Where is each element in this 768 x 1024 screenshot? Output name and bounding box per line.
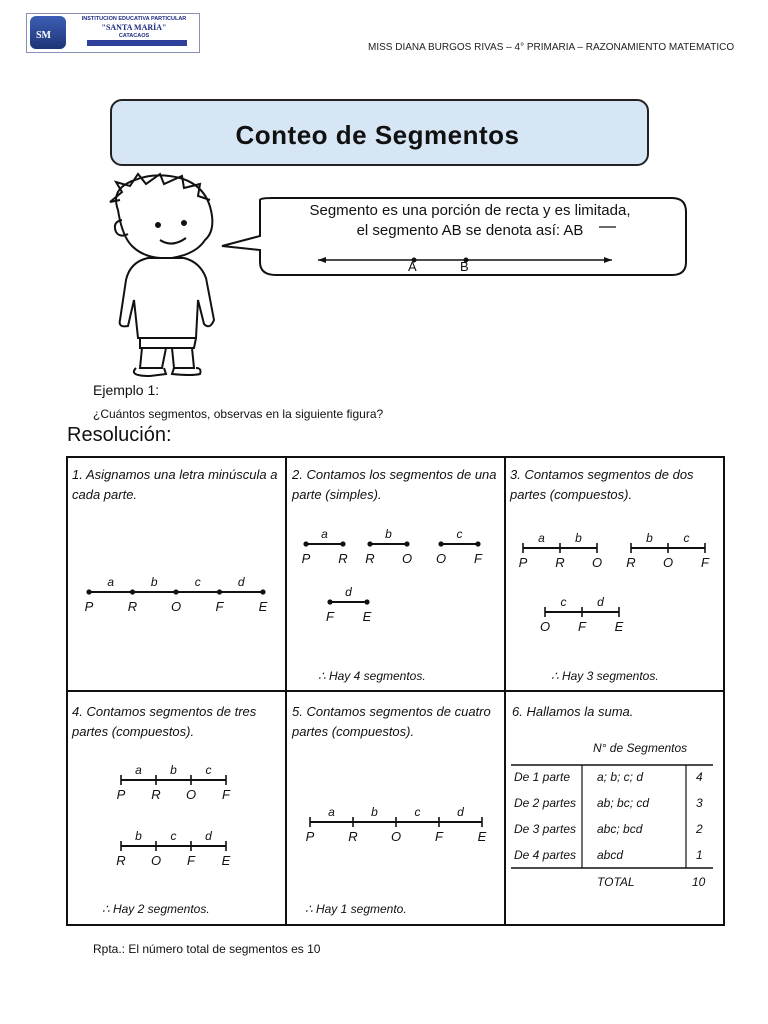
step-3-result: ∴ Hay 3 segmentos. — [551, 669, 659, 683]
total-value: 10 — [692, 875, 706, 889]
step-2-text: 2. Contamos los segmentos de una parte (simples). — [292, 467, 497, 502]
summary-segments: abcd — [597, 848, 624, 862]
point-label: P — [116, 787, 126, 802]
point-label: R — [116, 853, 126, 868]
part-label: a — [538, 531, 545, 545]
resolution-heading: Resolución: — [67, 424, 172, 446]
total-label: TOTAL — [597, 875, 635, 889]
part-label: b — [371, 805, 378, 819]
point-label: E — [258, 599, 268, 614]
part-label: c — [414, 805, 421, 819]
point-label: P — [84, 599, 94, 614]
point-label: R — [626, 555, 636, 570]
point-label: R — [338, 551, 348, 566]
summary-label: De 2 partes — [514, 796, 577, 810]
summary-header: N° de Segmentos — [593, 741, 688, 755]
point-label: E — [614, 619, 624, 634]
part-label: c — [456, 527, 463, 541]
summary-segments: abc; bcd — [597, 822, 643, 836]
summary-segments: a; b; c; d — [597, 770, 644, 784]
part-label: c — [683, 531, 690, 545]
example-title: Ejemplo 1: — [93, 382, 160, 398]
part-label: a — [321, 527, 328, 541]
point-label: F — [222, 787, 230, 802]
part-label: b — [575, 531, 582, 545]
step-5-text: 5. Contamos segmentos de cuatro partes (compuestos). — [292, 704, 491, 739]
part-label: b — [646, 531, 653, 545]
bubble-notation-line: el segmento AB se denota así: AB — [356, 222, 584, 239]
summary-count: 1 — [696, 848, 703, 862]
point-label: O — [662, 555, 674, 570]
logo-location: CATACAOS — [118, 33, 150, 39]
point-a-label: A — [408, 259, 417, 274]
point-label: O — [591, 555, 603, 570]
point-label: O — [170, 599, 182, 614]
point-label: R — [555, 555, 565, 570]
step-6-text: 6. Hallamos la suma. — [512, 704, 634, 719]
part-label: b — [150, 575, 158, 589]
point-label: O — [401, 551, 413, 566]
step-1-text: 1. Asignamos una letra minúscula a cada parte. — [72, 467, 278, 502]
point-label: E — [362, 609, 372, 624]
part-label: d — [205, 829, 212, 843]
point-label: F — [326, 609, 334, 624]
summary-count: 2 — [696, 822, 703, 836]
summary-label: De 3 partes — [514, 822, 577, 836]
point-b-label: B — [460, 259, 469, 274]
part-label: d — [237, 575, 245, 589]
point-label: E — [477, 829, 487, 844]
summary-count: 4 — [696, 770, 703, 784]
summary-label: De 4 partes — [514, 848, 577, 862]
part-label: c — [205, 763, 212, 777]
part-label: d — [457, 805, 464, 819]
point-label: E — [221, 853, 231, 868]
school-crest-icon: SM — [30, 16, 66, 49]
summary-count: 3 — [696, 796, 703, 810]
point-label: O — [150, 853, 162, 868]
part-label: c — [170, 829, 177, 843]
example-question: ¿Cuántos segmentos, observas en la siguiente figura? — [93, 407, 384, 421]
part-label: a — [107, 575, 115, 589]
step-2-result: ∴ Hay 4 segmentos. — [318, 669, 426, 683]
point-label: R — [127, 599, 138, 614]
step-4-result: ∴ Hay 2 segmentos. — [102, 902, 210, 916]
point-label: R — [151, 787, 161, 802]
point-label: O — [185, 787, 197, 802]
part-label: a — [328, 805, 335, 819]
part-label: d — [345, 585, 352, 599]
point-label: O — [390, 829, 402, 844]
logo-line-1: INSTITUCION EDUCATIVA PARTICULAR — [81, 16, 187, 22]
part-label: b — [135, 829, 142, 843]
summary-label: De 1 parte — [514, 770, 571, 784]
bubble-definition: Segmento es una porción de recta y es limitada, — [309, 202, 631, 219]
point-label: F — [435, 829, 443, 844]
point-label: P — [305, 829, 315, 844]
point-label: F — [578, 619, 586, 634]
answer: Rpta.: El número total de segmentos es 10 — [93, 942, 321, 956]
summary-segments: ab; bc; cd — [597, 796, 650, 810]
logo-school-name: "SANTA MARÍA" — [101, 23, 167, 32]
point-label: O — [435, 551, 447, 566]
point-label: O — [539, 619, 551, 634]
point-label: P — [301, 551, 311, 566]
step-4-text: 4. Contamos segmentos de tres partes (compuestos). — [72, 704, 257, 739]
point-label: F — [215, 599, 224, 614]
part-label: a — [135, 763, 142, 777]
page-title: Conteo de Segmentos — [235, 120, 520, 150]
header-note: MISS DIANA BURGOS RIVAS – 4° PRIMARIA – RAZONAMIENTO MATEMATICO — [368, 42, 735, 53]
point-label: F — [187, 853, 195, 868]
point-label: R — [348, 829, 358, 844]
part-label: b — [385, 527, 392, 541]
point-label: F — [701, 555, 709, 570]
point-label: F — [474, 551, 482, 566]
part-label: b — [170, 763, 177, 777]
part-label: c — [194, 575, 201, 589]
point-label: P — [518, 555, 528, 570]
part-label: d — [597, 595, 604, 609]
point-label: R — [365, 551, 375, 566]
part-label: c — [560, 595, 567, 609]
step-3-text: 3. Contamos segmentos de dos partes (compuestos). — [510, 467, 694, 502]
ab-notation: AB — [563, 222, 584, 239]
step-5-result: ∴ Hay 1 segmento. — [305, 902, 407, 916]
